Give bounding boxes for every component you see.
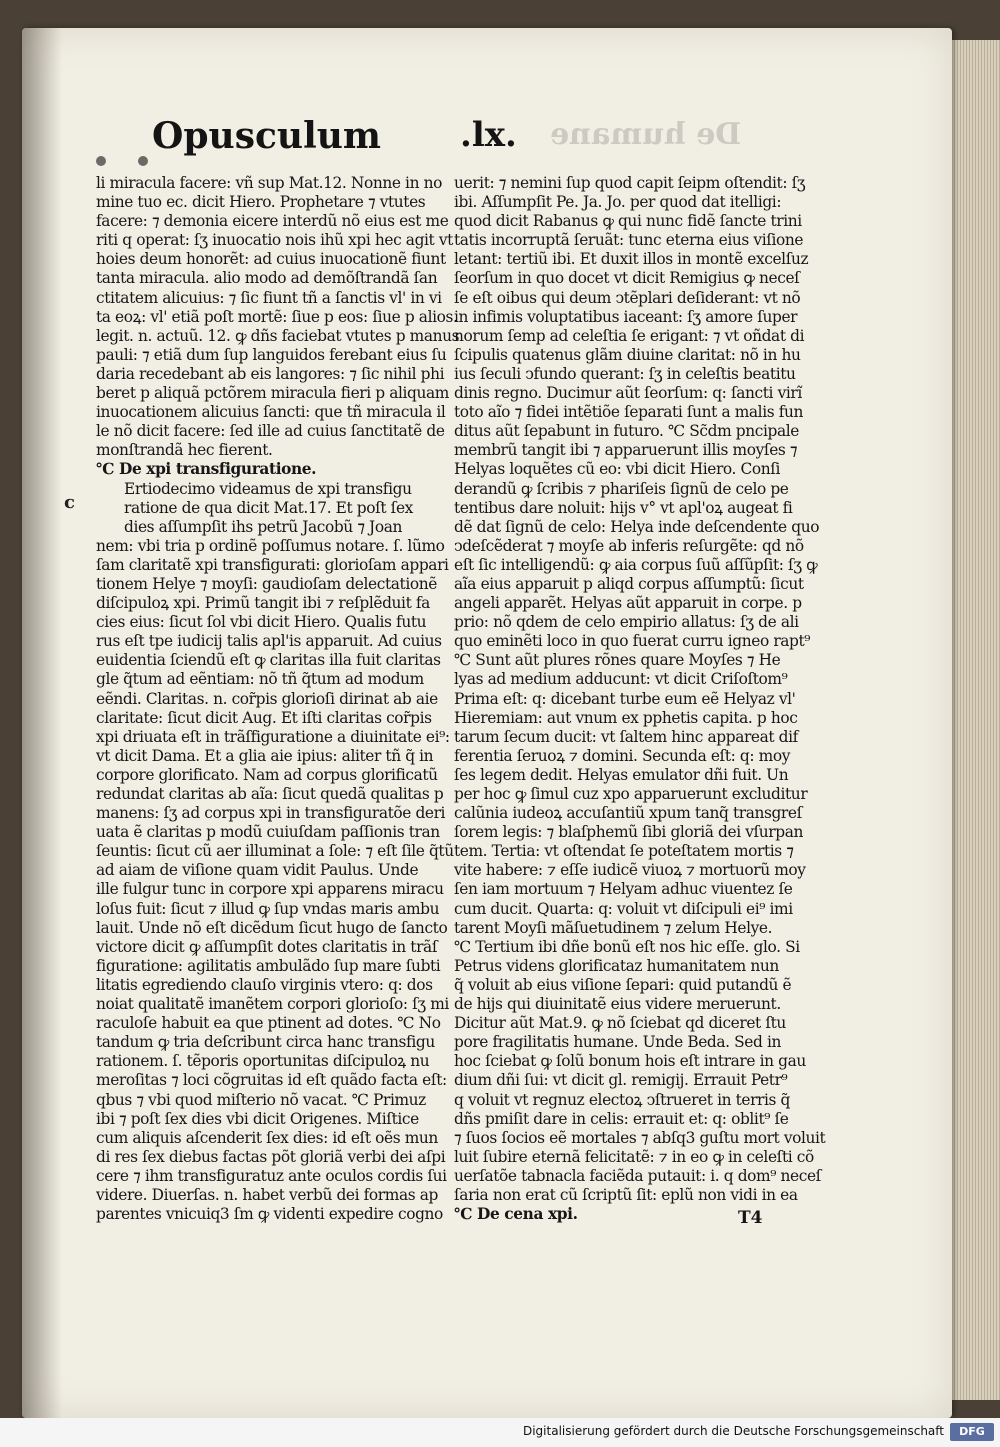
text-line: Helyas loquẽtes cũ eo: vbi dicit Hiero. Conſi — [454, 460, 781, 479]
text-line: dies aſſumpſit ihs petrũ Jacobũ ⁊ Joan — [124, 517, 402, 536]
text-line: tem. Tertia: vt oſtendat ſe poteſtatem mortis ⁊ — [454, 842, 794, 861]
text-line: ſes legem dedit. Helyas emulator dñi fuit. Un — [454, 765, 789, 784]
text-line: raculoſe habuit ea que ptinent ad dotes. ℃ No — [96, 1014, 441, 1033]
text-line: tionem Helye ⁊ moyſi: gaudioſam delectationẽ — [96, 574, 437, 593]
text-line: tarum ſecum ducit: vt ſaltem hinc appareat dif — [454, 727, 798, 746]
footer-bar — [0, 1418, 1000, 1447]
text-line: Petrus videns glorificataz humanitatem nun — [454, 956, 779, 975]
text-line: facere: ⁊ demonia eicere interdũ nõ eius est me — [96, 212, 449, 231]
text-line: ibi. Aſſumpſit Pe. Ja. Jo. per quod dat itelligi: — [454, 193, 782, 212]
text-line: ta eoꝝ: vl' etiã poſt mortẽ: ſiue p eos: ſiue p alios. — [96, 307, 458, 326]
text-line: le nõ dicit facere: ſed ille ad cuius ſanctitatẽ de — [96, 422, 445, 441]
folio-number: .lx. — [460, 115, 517, 155]
text-line: angeli apparẽt. Helyas aũt apparuit in corpe. p — [454, 594, 802, 613]
ink-dot — [138, 156, 148, 166]
text-line: litatis egrediendo clauſo virginis vtero: q: dos — [96, 975, 433, 994]
text-line: noiat qualitatẽ imanẽtem corpori glorioſo: ſʒ mi — [96, 995, 449, 1014]
text-line: redundat claritas ab aĩa: ſicut quedã qualitas p — [96, 785, 444, 803]
gutter-shadow — [22, 28, 62, 1418]
text-line: toto aĩo ⁊ fidei intẽtiõe ſeparati ſunt a malis fun — [454, 403, 804, 422]
text-line: beret p aliquã pctõrem miracula fieri p aliquam — [96, 384, 449, 403]
text-line: derandũ ꝙ ſcribis ⁊ phariſeis ſignũ de celo pe — [454, 479, 789, 498]
text-line: per hoc ꝙ ſimul cuz xpo apparuerunt excluditur — [454, 785, 808, 803]
text-line: tentibus dare noluit: hijs v° vt apl'oꝝ augeat fi — [454, 498, 793, 517]
text-line: de hijs qui diuinitatẽ eius videre meruerunt. — [454, 995, 781, 1014]
text-line: claritate: ſicut dicit Aug. Et iſti claritas cor̃pis — [96, 708, 432, 727]
text-line: lyas ad medium adducunt: vt dicit Criſoſtom⁹ — [454, 670, 788, 689]
text-line: ℃ Sunt aũt plures rõnes quare Moyſes ⁊ He — [454, 651, 781, 670]
text-line: ſeuntis: ſicut cũ aer illuminat a ſole: ⁊ eſt ſile q̃tũ — [96, 842, 454, 861]
text-line: uerit: ⁊ nemini ſup quod capit ſeipm oſtendit: ſʒ — [454, 174, 806, 192]
text-line: Dicitur aũt Mat.9. ꝙ nõ ſciebat qd diceret ſtu — [454, 1014, 786, 1033]
text-line: videre. Diuerſas. n. habet verbũ dei formas ap — [96, 1185, 438, 1204]
text-line: pore fragilitatis humane. Unde Beda. Sed in — [454, 1033, 781, 1052]
text-line: loſus fuit: ſicut ⁊ illud ꝙ ſup vndas maris ambu — [96, 899, 440, 918]
text-line: ius ſeculi ↄfundo querant: ſʒ in celeſtis beatitu — [454, 364, 796, 383]
text-line: uata ẽ claritas p modũ cuiuſdam paſſionis tran — [96, 823, 440, 842]
text-line: ſeorſum in quo docet vt dicit Remigius ꝙ neceſ — [454, 269, 800, 288]
text-line: daria recedebant ab eis langores: ⁊ ſic nihil phi — [96, 364, 445, 383]
text-line: di res ſex diebus factas põt gloriã verbi dei aſpi — [96, 1147, 446, 1166]
text-line: tandum ꝙ tria deſcribunt circa hanc transfigu — [96, 1033, 435, 1052]
text-line: manens: ſʒ ad corpus xpi in transfiguratõe deri — [96, 804, 446, 823]
text-line: ſe eſt oibus qui deum ↄtẽplari deſiderant: vt nõ — [454, 288, 801, 307]
text-line: q̃ voluit ab eius viſione ſepari: quid putandũ ẽ — [454, 975, 792, 994]
text-line: ſen iam mortuum ⁊ Helyam adhuc viuentez ſe — [454, 880, 793, 899]
text-line: cere ⁊ ihm transfiguratuz ante oculos cordis ſui — [96, 1166, 447, 1185]
text-line: tarent Moyſi mãſuetudinem ⁊ zelum Helye. — [454, 918, 773, 937]
text-line: ſorem legis: ⁊ blaſphemũ ſibi gloriã dei vſurpan — [454, 823, 804, 842]
text-line: ſam claritatẽ xpi transfigurati: glorioſam appari — [96, 555, 449, 574]
text-line: membrũ tangit ibi ⁊ apparuerunt illis moyſes ⁊ — [454, 441, 798, 460]
text-line: ſcipulis quatenus glãm diuine claritat: nõ in hu — [454, 345, 801, 364]
text-line: ſaria non erat cũ ſcriptũ ſit: eplũ non vidi in ea — [454, 1185, 798, 1204]
text-line: ferentia ſeruoꝝ ⁊ domini. Secunda eſt: q: moy — [454, 746, 791, 765]
text-line: dẽ dat ſignũ de celo: Helya inde deſcendente quo — [454, 517, 820, 536]
text-column-left — [96, 174, 460, 1224]
text-line: hoc ſciebat ꝙ ſolũ bonum hois eſt intrare in gau — [454, 1052, 806, 1071]
text-line: letant: tertiũ ibi. Et duxit illos in montẽ excelſuz — [454, 250, 809, 269]
text-line: ad aiam de viſione quam vidit Paulus. Unde — [96, 861, 419, 880]
text-line: ctitatem alicuius: ⁊ ſic fiunt tñ a ſanctis vl' in vi — [96, 288, 442, 307]
marginal-mark: c — [64, 492, 75, 513]
text-line: mine tuo ec. dicit Hiero. Prophetare ⁊ vtutes — [96, 193, 426, 212]
text-line: rationem. ſ. tẽporis oportunitas diſcipuloꝝ nu — [96, 1052, 430, 1071]
text-line: Prima eſt: q: dicebant turbe eum eẽ Helyaz vl' — [454, 689, 796, 708]
text-line: vite habere: ⁊ eſſe iudicẽ viuoꝝ ⁊ mortuorũ moy — [454, 861, 806, 880]
text-line: uerſatõe tabnacla faciẽda putauit: i. q dom⁹ neceſ — [454, 1166, 821, 1185]
text-line: dium dñi ſui: vt dicit gl. remigij. Errauit Petr⁹ — [454, 1071, 788, 1090]
text-line: eẽndi. Claritas. n. cor̃pis glorioſi dirinat ab aie — [96, 689, 438, 708]
text-line: monſtrandã hec fierent. — [96, 441, 273, 460]
text-line: ℃ De xpi transfiguratione. — [96, 460, 317, 479]
ink-dot — [96, 156, 106, 166]
text-line: quod dicit Rabanus ꝙ qui nunc fidẽ ſancte trini — [454, 212, 802, 231]
text-line: ↄdeſcẽderat ⁊ moyſe ab inferis reſurgẽte: qd nõ — [454, 536, 804, 555]
page-edges — [952, 40, 1000, 1400]
text-line: q voluit vt regnuz electoꝝ ↄſtrueret in terris q̃ — [454, 1090, 790, 1109]
text-line: lauit. Unde nõ eſt dicẽdum ſicut hugo de ſancto — [96, 918, 448, 937]
text-line: ratione de qua dicit Mat.17. Et poſt ſex — [124, 498, 413, 517]
text-line: qbus ⁊ vbi quod miſterio nõ vacat. ℃ Primuz — [96, 1090, 426, 1109]
text-line: eſt ſic intelligendũ: ꝙ aia corpus ſuũ aſſũpſit: ſʒ ꝙ — [454, 555, 818, 574]
text-line: vt dicit Dama. Et a glia aie ipius: aliter tñ q̃ in — [96, 746, 434, 765]
text-line: xpi driuata eſt in trãſfiguratione a diuinitate ei⁹: — [96, 727, 450, 746]
text-line: parentes vnicuiq3 ſm ꝙ videnti expedire cogno — [96, 1205, 443, 1224]
text-line: ℃ Tertium ibi dñe bonũ eſt nos hic eſſe. glo. Si — [454, 937, 800, 956]
text-line: riti q operat: ſʒ inuocatio nois ihũ xpi hec agit vt — [96, 231, 453, 250]
text-line: aĩa eius apparuit p aliqd corpus aſſumptũ: ſicut — [454, 574, 804, 593]
text-line: in infimis voluptatibus iaceant: ſʒ amore ſuper — [454, 307, 798, 326]
text-column-right — [454, 174, 824, 1224]
text-line: gle q̃tum ad eẽntiam: nõ tñ q̃tum ad modum — [96, 670, 424, 689]
text-line: li miracula facere: vñ sup Mat.12. Nonne in no — [96, 174, 442, 192]
text-line: victore dicit ꝙ aſſumpſit dotes claritatis in trãſ — [96, 937, 438, 956]
text-line: tatis incorruptã ſeruãt: tunc eterna eius viſione — [454, 231, 804, 250]
text-line: dinis regno. Ducimur aũt ſeorſum: q: ſancti virĩ — [454, 384, 802, 403]
funding-credit: Digitalisierung gefördert durch die Deutsche Forschungsgemeinschaft — [522, 1424, 944, 1438]
text-line: ditus aũt ſepabunt in futuro. ℃ Sc̃dm pncipale — [454, 422, 799, 441]
text-line: cum aliquis aſcenderit ſex dies: id eſt oẽs mun — [96, 1128, 438, 1147]
text-line: calũnia iudeoꝝ accuſantiũ xpum tanq̃ transgreſ — [454, 804, 802, 823]
text-line: quo eminẽti loco in quo fuerat curru igneo rapt⁹ — [454, 632, 811, 651]
text-line: hoies deum honorẽt: ad cuius inuocationẽ fiunt — [96, 250, 446, 269]
dfg-logo: DFG — [950, 1423, 994, 1441]
text-line: ille fulgur tunc in corpore xpi apparens miracu — [96, 880, 444, 899]
text-line: tanta miracula. alio modo ad demõſtrandã ſan — [96, 269, 438, 288]
text-line: prio: nõ qdem de celo empirio allatus: ſʒ de ali — [454, 613, 799, 632]
text-line: inuocationem alicuius ſancti: que tñ miracula il — [96, 403, 446, 422]
text-line: diſcipuloꝝ xpi. Primũ tangit ibi ⁊ reſplẽduit fa — [96, 594, 430, 613]
ink-dots — [96, 150, 156, 170]
text-line: luit ſubire eternã felicitatẽ: ⁊ in eo ꝙ in celeſti cõ — [454, 1147, 814, 1166]
signature-mark: T4 — [738, 1208, 763, 1228]
text-line: meroſitas ⁊ loci cõgruitas id eſt quãdo facta eſt: — [96, 1071, 447, 1090]
text-line: euidentia ſciendũ eſt ꝙ claritas illa fuit claritas — [96, 651, 441, 670]
text-line: dñs pmiſit dare in celis: errauit et: q: oblit⁹ ſe — [454, 1109, 789, 1128]
text-line: ibi ⁊ poſt ſex dies vbi dicit Origenes. Miſtice — [96, 1109, 419, 1128]
text-line: rus eſt tpe iudicij talis apl'is apparuit. Ad cuius — [96, 632, 442, 651]
text-line: corpore glorificato. Nam ad corpus glorificatũ — [96, 765, 438, 784]
text-line: cum ducit. Quarta: q: voluit vt diſcipuli ei⁹ imi — [454, 899, 793, 918]
text-line: Ertiodecimo videamus de xpi transfigu — [124, 479, 412, 498]
text-line: ℃ De cena xpi. — [454, 1205, 578, 1224]
text-line: norum ſemp ad celeſtia ſe erigant: ⁊ vt oñdat di — [454, 326, 805, 345]
running-title: Opusculum — [152, 115, 382, 157]
text-line: legit. n. actuũ. 12. ꝙ dñs faciebat vtutes p manus — [96, 326, 460, 345]
text-line: nem: vbi tria p ordinẽ poſſumus notare. ſ. lũmo — [96, 536, 445, 555]
text-line: ⁊ ſuos ſocios eẽ mortales ⁊ abſq3 guſtu mort voluit — [454, 1128, 826, 1147]
text-line: figuratione: agilitatis ambulãdo ſup mare ſubti — [96, 956, 441, 975]
show-through-heading: De humane — [550, 117, 742, 152]
text-line: Hieremiam: aut vnum ex pphetis capita. p hoc — [454, 708, 798, 727]
text-line: pauli: ⁊ etiã dum ſup languidos ferebant eius ſu — [96, 345, 447, 364]
text-line: cies eius: ſicut ſol vbi dicit Hiero. Qualis futu — [96, 613, 427, 632]
